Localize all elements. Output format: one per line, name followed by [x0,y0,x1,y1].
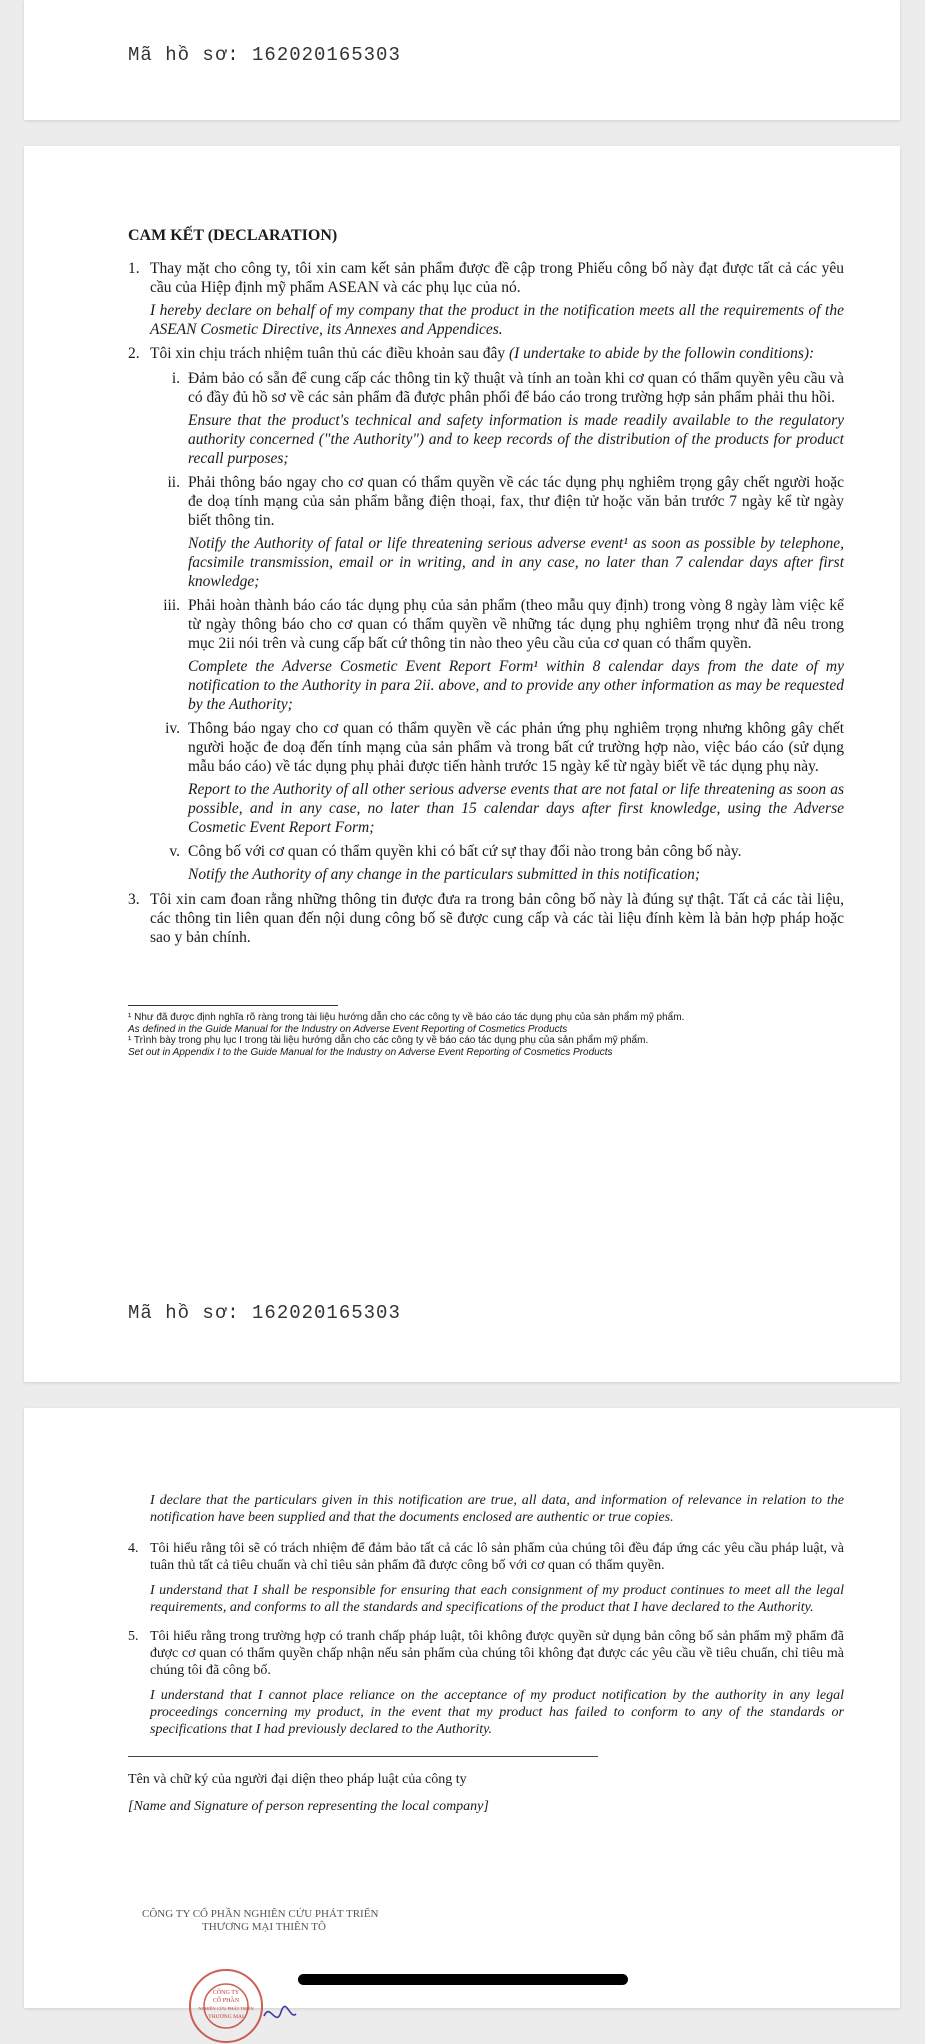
stamp-text: CÔNG TY [212,1990,240,1996]
condition-item [128,369,844,468]
dossier-number: Mã hồ sơ: 162020165303 [128,1302,401,1324]
stamp-text: THƯƠNG MẠI [208,2014,244,2020]
footnote: ¹ Như đã được định nghĩa rõ ràng trong tài liệu hướng dẫn cho các công ty về báo cáo tác dụng phụ của sản phẩm mỹ phẩm. [128,1012,685,1023]
condition-item [128,596,844,714]
item-number: 3. [128,891,140,908]
item-text-en: I hereby declare on behalf of my company that the product in the notification meets all the requirements of the ASEAN Cosmetic Directive, its Annexes and Appendices. [150,302,844,338]
declaration-item-3 [128,890,844,947]
condition-text-vi: Đảm bảo có sẵn để cung cấp các thông tin kỹ thuật và tính an toàn khi cơ quan có thẩm quyền yêu cầu và có đầy đủ hồ sơ về các sản phẩm đã được phân phối để báo cáo trong trường hợp sản phẩm phải thu hồi. [188,370,844,406]
item-text-vi: Tôi hiểu rằng tôi sẽ có trách nhiệm để đảm bảo tất cả các lô sản phẩm của chúng tôi đều đáp ứng các yêu cầu pháp luật, và tuân thủ tất cả tiêu chuẩn và chỉ tiêu sản phẩm đã được công bố với cơ quan có thẩm quyền. [150,1541,844,1573]
item-text-vi [150,344,844,363]
condition-text-en: Report to the Authority of all other serious adverse events that are not fatal or life threatening as soon as possible, and in any case, no later than 15 calendar days after first knowledge, using the Adverse Cosmetic Event Report Form; [188,781,844,836]
declaration-item-5 [128,1628,844,1738]
red-stamp-icon [186,1954,316,2044]
signature-caption-en: [Name and Signature of person representing the local company] [128,1799,489,1814]
condition-text-vi: Thông báo ngay cho cơ quan có thẩm quyền về các phản ứng phụ nghiêm trọng nhưng không gây chết người hoặc đe doạ đến tính mạng của sản phẩm và trong bất cứ trường hợp nào, việc báo cáo (sử dụng mẫu báo cáo) về tác dụng phụ phải được tiến hành trước 15 ngày kể từ ngày biết về tác dụng phụ này. [188,720,844,775]
condition-number: iii. [163,597,180,614]
item-text-vi-main: Tôi xin chịu trách nhiệm tuân thủ các điều khoản sau đây [150,345,506,362]
stamp-text: CỔ PHẦN [212,1998,240,2004]
document-page [24,146,900,1382]
company-name-line: CÔNG TY CỔ PHẦN NGHIÊN CỨU PHÁT TRIỂN [142,1908,379,1920]
condition-text-en: Complete the Adverse Cosmetic Event Report Form¹ within 8 calendar days from the date of my notification to the Authority in para 2ii. above, and to provide any other information as may be requested by the Authority; [188,658,844,713]
condition-text-en: Notify the Authority of any change in the particulars submitted in this notification; [188,866,701,883]
item-text-vi: Tôi hiểu rằng trong trường hợp có tranh chấp pháp luật, tôi không được quyền sử dụng bản công bố sản phẩm mỹ phẩm đã được cơ quan có thẩm quyền chấp nhận nếu sản phẩm của chúng tôi không đạt được các yêu cầu về tiêu chuẩn, chỉ tiêu mà chúng tôi đã công bố. [150,1629,844,1678]
footnote: Set out in Appendix I to the Guide Manual for the Industry on Adverse Event Reporting of Cosmetics Products [128,1046,613,1058]
footnote: As defined in the Guide Manual for the Industry on Adverse Event Reporting of Cosmetics Products [128,1023,568,1035]
declaration-item-2 [128,344,844,363]
item-number: 1. [128,260,140,277]
document-page [24,1408,900,2020]
section-heading: CAM KẾT (DECLARATION) [128,227,338,244]
signature-divider [128,1756,598,1757]
condition-number: ii. [167,474,180,491]
footnote-divider [128,1005,338,1006]
footnote: ¹ Trình bày trong phụ lục I trong tài liệu hướng dẫn cho các công ty về báo cáo tác dụng phụ của sản phẩm mỹ phẩm. [128,1035,649,1046]
dossier-number: Mã hồ sơ: 162020165303 [128,44,401,66]
condition-text-vi: Phải thông báo ngay cho cơ quan có thẩm quyền về các tác dụng phụ nghiêm trọng gây chết người hoặc đe doạ tính mạng của sản phẩm bằng điện thoại, fax, thư điện tử hoặc văn bản trước 7 ngày kể từ ngày biết thông tin. [188,474,844,529]
item-text-vi: Thay mặt cho công ty, tôi xin cam kết sản phẩm được đề cập trong Phiếu công bố này đạt được tất cả các yêu cầu của Hiệp định mỹ phẩm ASEAN và các phụ lục của nó. [150,260,844,296]
company-name-line: THƯƠNG MẠI THIÊN TÔ [202,1921,326,1933]
declaration-item-4 [128,1540,844,1616]
condition-number: iv. [165,720,180,737]
condition-text-en: Ensure that the product's technical and safety information is made readily available to the regulatory authority concerned ("the Authority") and to keep records of the distribution of the products for product recall purposes; [188,412,844,467]
item-number: 2. [128,345,140,362]
stamp-text: NGHIÊN CỨU PHÁT TRIỂN [198,2006,254,2011]
item-number: 4. [128,1541,139,1556]
item-text-vi: Tôi xin cam đoan rằng những thông tin được đưa ra trong bản công bố này là đúng sự thật. Tất cả các tài liệu, các thông tin liên quan đến nội dung công bố sẽ được cung cấp và các tài liệu đính kèm là bản hợp pháp hoặc sao y bản chính. [150,891,844,946]
condition-number: i. [171,370,180,387]
item-number: 5. [128,1629,139,1644]
condition-item [128,842,844,884]
declaration-continued [128,1492,844,1825]
document-page [24,0,900,120]
item-text-en: I declare that the particulars given in this notification are true, all data, and information of relevance in relation to the notification have been supplied and that the documents enclosed are authentic or true copies. [150,1493,844,1525]
item-text-en-inline: (I undertake to abide by the followin conditions): [508,345,815,362]
declaration-section [128,226,844,1058]
item-text-en: I understand that I shall be responsible for ensuring that each consignment of my product continues to meet all the legal requirements, and conforms to all the standards and specifications of the product that I have declared to the Authority. [150,1583,844,1615]
condition-item [128,719,844,837]
condition-item [128,473,844,591]
item-text-en: I understand that I cannot place reliance on the acceptance of my product notification by the authority in any legal proceedings concerning my product, in the event that my product has failed to conform to any of the standards or specifications that I had previously declared to the Authority. [150,1688,844,1737]
declaration-item-1 [128,259,844,339]
condition-text-vi: Công bố với cơ quan có thẩm quyền khi có bất cứ sự thay đổi nào trong bản công bố này. [188,843,742,860]
home-indicator[interactable] [298,1974,628,1985]
condition-number: v. [169,843,180,860]
company-seal-block [142,1908,379,2020]
condition-text-en: Notify the Authority of fatal or life threatening serious adverse event¹ as soon as possible by telephone, facsimile transmission, email or in writing, and in any case, no later than 7 calendar days after first knowledge; [188,535,844,590]
signature-caption-vi: Tên và chữ ký của người đại diện theo pháp luật của công ty [128,1772,467,1787]
condition-text-vi: Phải hoàn thành báo cáo tác dụng phụ của sản phẩm (theo mẫu quy định) trong vòng 8 ngày làm việc kể từ ngày thông báo cho cơ quan có thẩm quyền về những tác dụng phụ nghiêm trọng như đã nêu trong mục 2ii nói trên và cung cấp bất cứ thông tin nào theo yêu cầu của cơ quan có thẩm quyền. [188,597,844,652]
